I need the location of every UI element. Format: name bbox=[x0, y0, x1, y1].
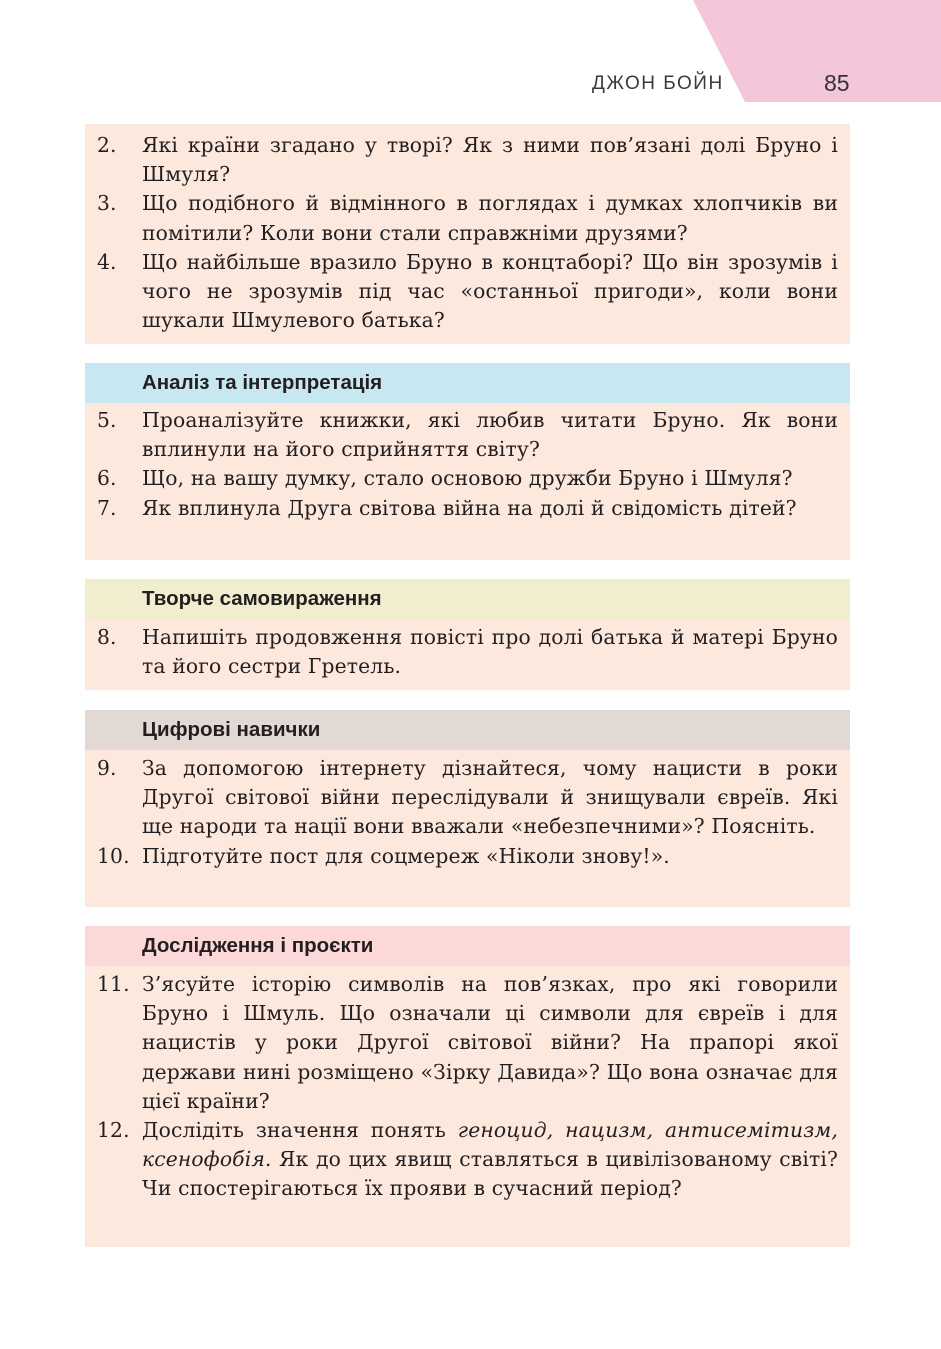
creative-questions-block bbox=[85, 619, 850, 690]
question-11 bbox=[85, 970, 850, 1116]
question-3 bbox=[85, 189, 850, 247]
question-text: Як вплинула Друга світова війна на долі й свідомість дітей? bbox=[142, 495, 797, 520]
question-text-end: . Як до цих явищ ставляться в цивілізованому світі? Чи спостерігаються їх прояви в сучасний період? bbox=[142, 1147, 838, 1201]
question-number: 10. bbox=[97, 843, 130, 868]
question-number: 4. bbox=[97, 249, 117, 274]
section-heading-creative: Творче самовираження bbox=[85, 579, 850, 619]
question-text: З’ясуйте історію символів на пов’язках, про які говорили Бруно і Шмуль. Що означали ці символи для євреїв і для нацистів у роки Другої світової війни? На прапорі якої держави нині розміщено «Зірку Давида»? Що вона означає для цієї країни? bbox=[142, 972, 838, 1113]
question-text: Проаналізуйте книжки, які любив читати Бруно. Як вони вплинули на його сприйняття світу? bbox=[142, 408, 838, 462]
question-text: Напишіть продовження повісті про долі батька й матері Бруно та його сестри Гретель. bbox=[142, 625, 838, 679]
question-8 bbox=[85, 623, 850, 681]
running-head: ДЖОН БОЙН bbox=[592, 73, 724, 94]
question-4 bbox=[85, 248, 850, 336]
section-heading-analysis: Аналіз та інтерпретація bbox=[85, 363, 850, 403]
question-text: Підготуйте пост для соцмереж «Ніколи знову!». bbox=[142, 843, 670, 868]
question-number: 12. bbox=[97, 1118, 130, 1143]
question-9 bbox=[85, 754, 850, 842]
question-text: Що найбільше вразило Бруно в концтаборі? Що він зрозумів і чого не зрозумів під час «останньої пригоди», коли вони шукали Шмулевого батька? bbox=[142, 249, 838, 333]
intro-questions-block bbox=[85, 124, 850, 344]
question-text: Що подібного й відмінного в поглядах і думках хлопчиків ви помітили? Коли вони стали справжніми друзями? bbox=[142, 191, 838, 245]
page-number: 85 bbox=[824, 70, 850, 96]
question-number: 5. bbox=[97, 408, 117, 432]
question-text: Які країни згадано у творі? Як з ними пов’язані долі Бруно і Шмуля? bbox=[142, 133, 838, 187]
question-7 bbox=[85, 494, 850, 523]
question-text: За допомогою інтернету дізнайтеся, чому нацисти в роки Другої світової війни переслідували й знищували євреїв. Які ще народи та нації вони вважали «небезпечними»? Поясніть. bbox=[142, 756, 838, 839]
question-6 bbox=[85, 464, 850, 493]
question-number: 6. bbox=[97, 466, 117, 491]
section-heading-digital: Цифрові навички bbox=[85, 710, 850, 750]
question-number: 11. bbox=[97, 972, 130, 996]
question-2 bbox=[85, 131, 850, 189]
question-text-start: Дослідіть значення понять bbox=[142, 1118, 458, 1143]
research-questions-block bbox=[85, 966, 850, 1247]
section-heading-research: Дослідження і проєкти bbox=[85, 926, 850, 966]
question-5 bbox=[85, 406, 850, 464]
question-italic-terms: геноцид, нацизм, антисемітизм, ксенофобія bbox=[142, 1118, 838, 1172]
question-text: Що, на вашу думку, стало основою дружби Бруно і Шмуля? bbox=[142, 466, 793, 491]
question-10 bbox=[85, 842, 850, 871]
question-number: 9. bbox=[97, 756, 117, 780]
question-number: 7. bbox=[97, 495, 117, 520]
question-number: 2. bbox=[97, 133, 117, 157]
question-number: 3. bbox=[97, 191, 117, 216]
analysis-questions-block bbox=[85, 403, 850, 560]
page-corner-decoration bbox=[0, 0, 941, 102]
question-number: 8. bbox=[97, 625, 117, 649]
digital-questions-block bbox=[85, 750, 850, 907]
question-12 bbox=[85, 1116, 850, 1204]
